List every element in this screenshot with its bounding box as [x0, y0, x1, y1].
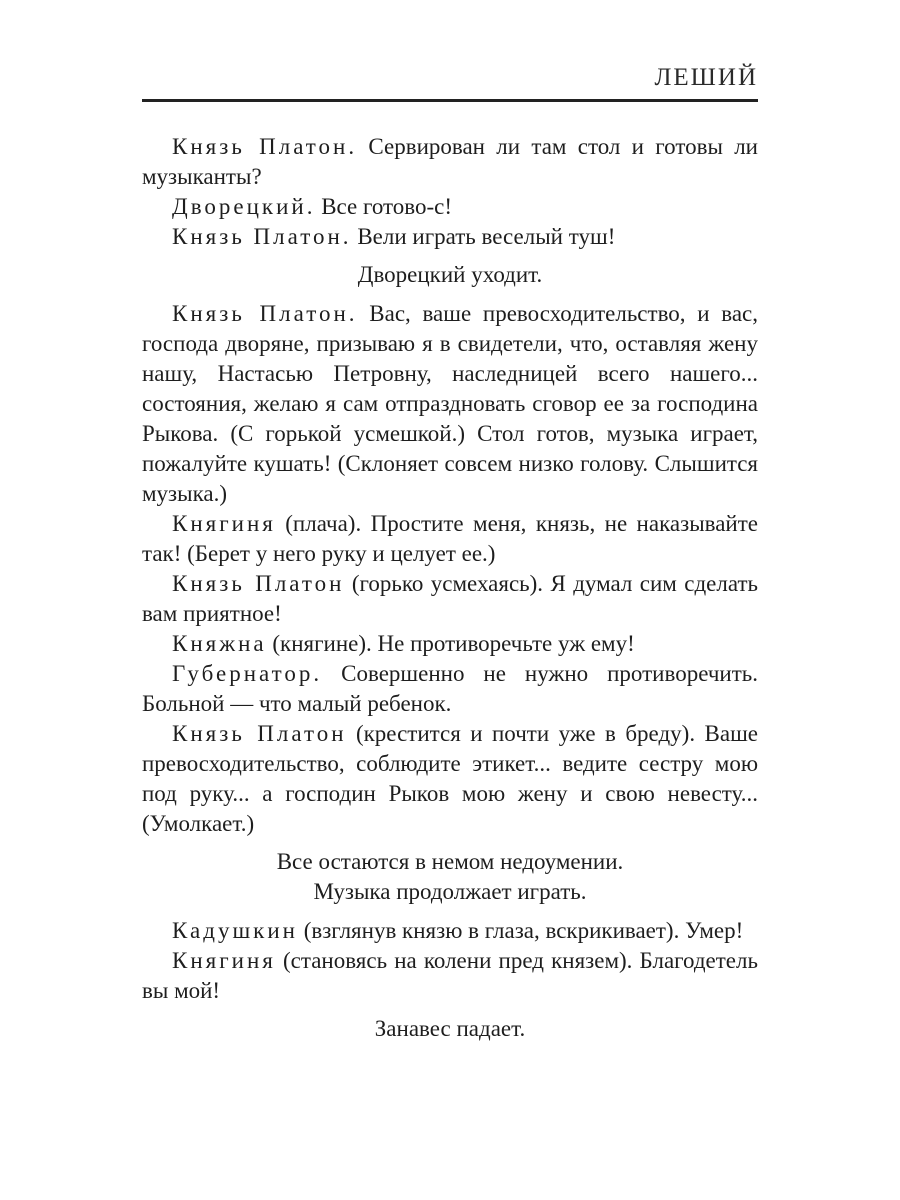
line-text: Сервирован ли там стол и готовы ли музыканты?: [142, 134, 758, 189]
line-text: (княгине). Не противоречьте уж ему!: [266, 631, 635, 656]
speaker-name: Княгиня: [172, 948, 276, 973]
dialogue-line: [142, 946, 758, 1006]
dialogue-line: [142, 132, 758, 192]
speaker-name: Губернатор.: [172, 661, 323, 686]
stage-line: Музыка продолжает играть.: [313, 879, 587, 904]
dialogue-line: [142, 659, 758, 719]
speaker-name: Князь Платон: [172, 571, 345, 596]
dialogue-line: [142, 222, 758, 252]
line-text: (плача). Простите меня, князь, не наказывайте так! (Берет у него руку и целует ее.): [142, 511, 758, 566]
header-rule: [142, 99, 758, 102]
line-text: Все готово-с!: [315, 194, 453, 219]
speaker-name: Князь Платон.: [172, 134, 358, 159]
play-text: [142, 132, 758, 1053]
line-text: Вели играть веселый туш!: [351, 224, 616, 249]
speaker-name: Дворецкий.: [172, 194, 316, 219]
speaker-name: Князь Платон.: [172, 224, 352, 249]
line-text: Совершенно не нужно противоречить. Больной — что малый ребенок.: [142, 661, 758, 716]
stage-direction: [142, 847, 758, 907]
dialogue-line: [142, 299, 758, 509]
dialogue-line: [142, 569, 758, 629]
dialogue-line: [142, 719, 758, 839]
speaker-name: Княгиня: [172, 511, 276, 536]
running-title: ЛЕШИЙ: [654, 64, 758, 91]
speaker-name: Князь Платон: [172, 721, 347, 746]
line-text: (становясь на колени пред князем). Благодетель вы мой!: [142, 948, 758, 1003]
stage-direction: Дворецкий уходит.: [357, 262, 543, 287]
speaker-name: Князь Платон.: [172, 301, 358, 326]
speaker-name: Княжна: [172, 631, 267, 656]
line-text: (горько усмехаясь). Я думал сим сделать вам приятное!: [142, 571, 759, 626]
dialogue-line: [142, 509, 758, 569]
line-text: Вас, ваше превосходительство, и вас, господа дворяне, призываю я в свидетели, что, оставляя жену нашу, Настасью Петровну, наследницей всего нашего... состояния, желаю я сам отпраздновать сговор ее за господина Рыкова. (С горькой усмешкой.) Стол готов, музыка играет, пожалуйте кушать! (Склоняет совсем низко голову. Слышится музыка.): [142, 301, 758, 506]
dialogue-line: [142, 192, 758, 222]
dialogue-line: [142, 629, 758, 659]
speaker-name: Кадушкин: [172, 918, 298, 943]
line-text: (взглянув князю в глаза, вскрикивает). Умер!: [297, 918, 744, 943]
line-text: (крестится и почти уже в бреду). Ваше превосходительство, соблюдите этикет... ведите сестру мою под руку... а господин Рыков мою жену и свою невесту... (Умолкает.): [142, 721, 758, 836]
dialogue-line: [142, 916, 758, 946]
stage-direction: Занавес падает.: [374, 1016, 526, 1041]
stage-line: Все остаются в немом недоумении.: [276, 849, 624, 874]
